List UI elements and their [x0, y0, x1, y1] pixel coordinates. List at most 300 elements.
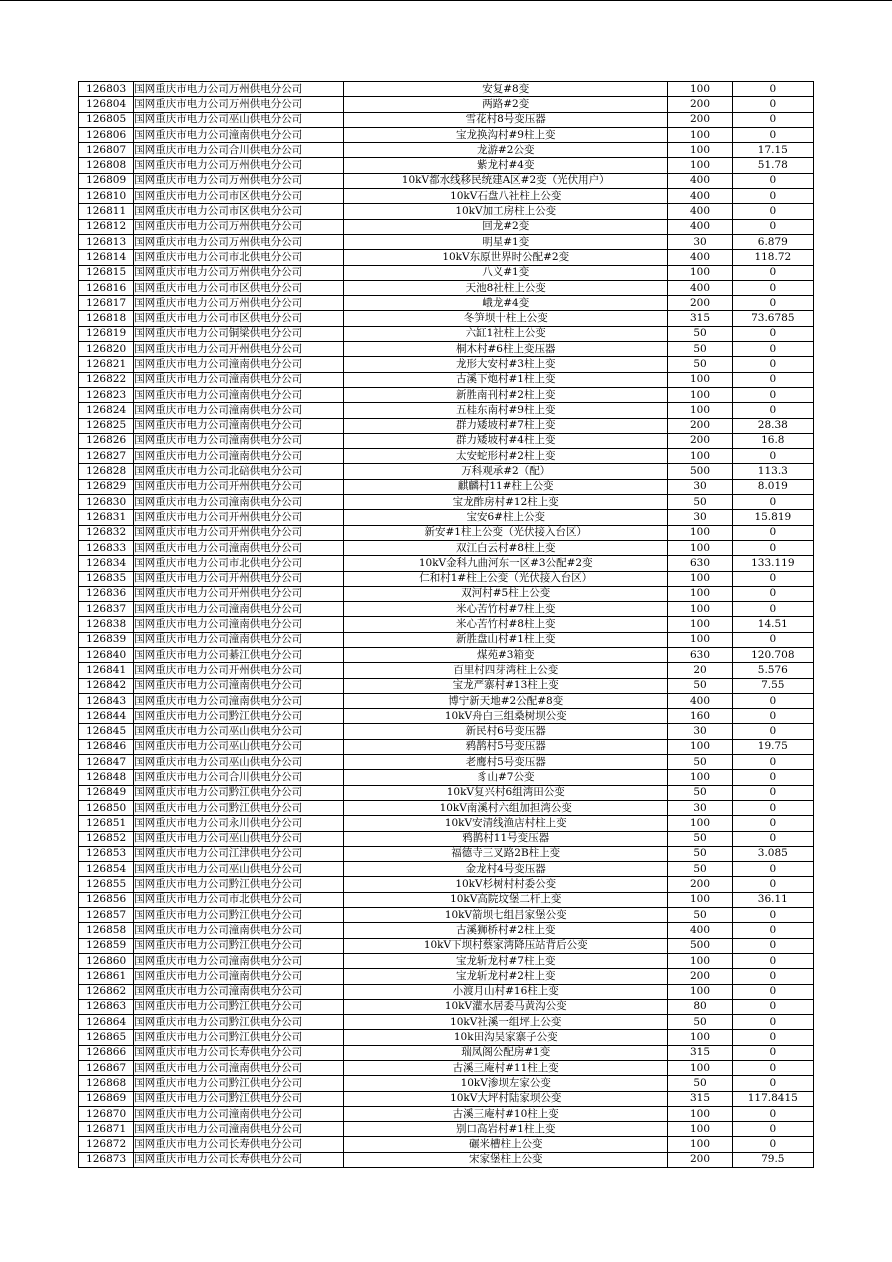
record-id-cell: 126834 — [79, 556, 134, 571]
transformer-name-cell: 10kV舟白三组桑树坝公变 — [344, 709, 668, 724]
transformer-name-cell: 宝安6#柱上公变 — [344, 510, 668, 525]
record-id-cell: 126814 — [79, 250, 134, 265]
value-cell: 73.6785 — [732, 311, 813, 326]
company-cell: 国网重庆市电力公司市区供电分公司 — [134, 280, 344, 295]
company-cell: 国网重庆市电力公司巫山供电分公司 — [134, 112, 344, 127]
company-cell: 国网重庆市电力公司潼南供电分公司 — [134, 923, 344, 938]
table-row — [79, 449, 814, 464]
value-cell: 5.576 — [732, 663, 813, 678]
company-cell: 国网重庆市电力公司开州供电分公司 — [134, 663, 344, 678]
company-cell: 国网重庆市电力公司万州供电分公司 — [134, 82, 344, 97]
company-cell: 国网重庆市电力公司潼南供电分公司 — [134, 678, 344, 693]
record-id-cell: 126817 — [79, 296, 134, 311]
transformer-name-cell: 新胜南刊村#2柱上变 — [344, 387, 668, 402]
capacity-cell: 315 — [668, 1045, 732, 1060]
transformer-name-cell: 六缸1社柱上公变 — [344, 326, 668, 341]
record-id-cell: 126846 — [79, 739, 134, 754]
capacity-cell: 50 — [668, 326, 732, 341]
transformer-name-cell: 八义#1变 — [344, 265, 668, 280]
company-cell: 国网重庆市电力公司巫山供电分公司 — [134, 724, 344, 739]
record-id-cell: 126859 — [79, 938, 134, 953]
company-cell: 国网重庆市电力公司黔江供电分公司 — [134, 938, 344, 953]
capacity-cell: 400 — [668, 923, 732, 938]
table-row — [79, 234, 814, 249]
value-cell: 0 — [732, 357, 813, 372]
value-cell: 0 — [732, 755, 813, 770]
record-id-cell: 126870 — [79, 1106, 134, 1121]
record-id-cell: 126843 — [79, 693, 134, 708]
table-row — [79, 586, 814, 601]
record-id-cell: 126835 — [79, 571, 134, 586]
company-cell: 国网重庆市电力公司潼南供电分公司 — [134, 372, 344, 387]
transformer-name-cell: 明星#1变 — [344, 234, 668, 249]
transformer-name-cell: 10kV金科九曲河东一区#3公配#2变 — [344, 556, 668, 571]
capacity-cell: 315 — [668, 311, 732, 326]
table-row — [79, 709, 814, 724]
company-cell: 国网重庆市电力公司江津供电分公司 — [134, 846, 344, 861]
table-row — [79, 739, 814, 754]
record-id-cell: 126830 — [79, 495, 134, 510]
record-id-cell: 126853 — [79, 846, 134, 861]
value-cell: 0 — [732, 189, 813, 204]
value-cell: 51.78 — [732, 158, 813, 173]
capacity-cell: 100 — [668, 586, 732, 601]
transformer-name-cell: 安复#8变 — [344, 82, 668, 97]
record-id-cell: 126841 — [79, 663, 134, 678]
capacity-cell: 50 — [668, 862, 732, 877]
capacity-cell: 400 — [668, 693, 732, 708]
capacity-cell: 100 — [668, 1122, 732, 1137]
transformer-name-cell: 10kV灌水居委马黄沟公变 — [344, 999, 668, 1014]
company-cell: 国网重庆市电力公司潼南供电分公司 — [134, 969, 344, 984]
value-cell: 6.879 — [732, 234, 813, 249]
value-cell: 0 — [732, 326, 813, 341]
value-cell: 0 — [732, 938, 813, 953]
transformer-name-cell: 10kV东原世界时公配#2变 — [344, 250, 668, 265]
capacity-cell: 160 — [668, 709, 732, 724]
table-row — [79, 1152, 814, 1167]
transformer-name-cell: 古溪下炮村#1柱上变 — [344, 372, 668, 387]
record-id-cell: 126823 — [79, 387, 134, 402]
value-cell: 14.51 — [732, 617, 813, 632]
record-id-cell: 126839 — [79, 632, 134, 647]
record-id-cell: 126842 — [79, 678, 134, 693]
value-cell: 0 — [732, 999, 813, 1014]
value-cell: 0 — [732, 908, 813, 923]
record-id-cell: 126871 — [79, 1122, 134, 1137]
company-cell: 国网重庆市电力公司万州供电分公司 — [134, 158, 344, 173]
company-cell: 国网重庆市电力公司潼南供电分公司 — [134, 418, 344, 433]
value-cell: 0 — [732, 953, 813, 968]
table-row — [79, 173, 814, 188]
value-cell: 0 — [732, 1045, 813, 1060]
company-cell: 国网重庆市电力公司长寿供电分公司 — [134, 1152, 344, 1167]
transformer-name-cell: 群力矮坡村#4柱上变 — [344, 433, 668, 448]
table-row — [79, 785, 814, 800]
capacity-cell: 50 — [668, 342, 732, 357]
value-cell: 0 — [732, 724, 813, 739]
company-cell: 国网重庆市电力公司巫山供电分公司 — [134, 755, 344, 770]
capacity-cell: 100 — [668, 403, 732, 418]
record-id-cell: 126815 — [79, 265, 134, 280]
record-id-cell: 126854 — [79, 862, 134, 877]
transformer-name-cell: 10kV高院坟堡二杆上变 — [344, 892, 668, 907]
company-cell: 国网重庆市电力公司黔江供电分公司 — [134, 877, 344, 892]
record-id-cell: 126803 — [79, 82, 134, 97]
company-cell: 国网重庆市电力公司市北供电分公司 — [134, 250, 344, 265]
transformer-name-cell: 10kV安清线渔店村柱上变 — [344, 816, 668, 831]
transformer-name-cell: 两路#2变 — [344, 97, 668, 112]
capacity-cell: 100 — [668, 372, 732, 387]
capacity-cell: 100 — [668, 892, 732, 907]
record-id-cell: 126873 — [79, 1152, 134, 1167]
table-row — [79, 127, 814, 142]
value-cell: 0 — [732, 342, 813, 357]
table-row — [79, 999, 814, 1014]
table-row — [79, 663, 814, 678]
value-cell: 0 — [732, 204, 813, 219]
table-row — [79, 938, 814, 953]
table-row — [79, 816, 814, 831]
capacity-cell: 100 — [668, 571, 732, 586]
table-row — [79, 311, 814, 326]
table-row — [79, 678, 814, 693]
table-row — [79, 1122, 814, 1137]
transformer-name-cell: 老鹰村5号变压器 — [344, 755, 668, 770]
capacity-cell: 630 — [668, 647, 732, 662]
record-id-cell: 126862 — [79, 984, 134, 999]
capacity-cell: 200 — [668, 433, 732, 448]
company-cell: 国网重庆市电力公司黔江供电分公司 — [134, 1091, 344, 1106]
transformer-name-cell: 鸦鹊村11号变压器 — [344, 831, 668, 846]
record-id-cell: 126866 — [79, 1045, 134, 1060]
table-row — [79, 953, 814, 968]
transformer-name-cell: 宝龙严寨村#13柱上变 — [344, 678, 668, 693]
table-body — [79, 82, 814, 1168]
value-cell: 0 — [732, 693, 813, 708]
record-id-cell: 126855 — [79, 877, 134, 892]
company-cell: 国网重庆市电力公司开州供电分公司 — [134, 525, 344, 540]
company-cell: 国网重庆市电力公司合川供电分公司 — [134, 770, 344, 785]
record-id-cell: 126818 — [79, 311, 134, 326]
value-cell: 0 — [732, 387, 813, 402]
record-id-cell: 126844 — [79, 709, 134, 724]
table-row — [79, 969, 814, 984]
company-cell: 国网重庆市电力公司潼南供电分公司 — [134, 693, 344, 708]
table-row — [79, 326, 814, 341]
record-id-cell: 126849 — [79, 785, 134, 800]
capacity-cell: 50 — [668, 495, 732, 510]
company-cell: 国网重庆市电力公司市区供电分公司 — [134, 204, 344, 219]
company-cell: 国网重庆市电力公司潼南供电分公司 — [134, 953, 344, 968]
table-row — [79, 1076, 814, 1091]
record-id-cell: 126861 — [79, 969, 134, 984]
value-cell: 0 — [732, 495, 813, 510]
company-cell: 国网重庆市电力公司市北供电分公司 — [134, 892, 344, 907]
value-cell: 17.15 — [732, 143, 813, 158]
company-cell: 国网重庆市电力公司万州供电分公司 — [134, 219, 344, 234]
table-row — [79, 403, 814, 418]
record-id-cell: 126869 — [79, 1091, 134, 1106]
company-cell: 国网重庆市电力公司巫山供电分公司 — [134, 862, 344, 877]
capacity-cell: 100 — [668, 525, 732, 540]
company-cell: 国网重庆市电力公司万州供电分公司 — [134, 234, 344, 249]
value-cell: 0 — [732, 984, 813, 999]
transformer-name-cell: 宋家堡柱上公变 — [344, 1152, 668, 1167]
transformer-name-cell: 10kV都水线移民统建A区#2变（光伏用户） — [344, 173, 668, 188]
table-row — [79, 770, 814, 785]
company-cell: 国网重庆市电力公司万州供电分公司 — [134, 265, 344, 280]
capacity-cell: 50 — [668, 1076, 732, 1091]
capacity-cell: 200 — [668, 418, 732, 433]
capacity-cell: 400 — [668, 219, 732, 234]
transformer-name-cell: 宝龙换沟村#9柱上变 — [344, 127, 668, 142]
table-row — [79, 571, 814, 586]
capacity-cell: 100 — [668, 953, 732, 968]
transformer-name-cell: 10kV社溪一组坪上公变 — [344, 1015, 668, 1030]
transformer-name-cell: 天池8社柱上公变 — [344, 280, 668, 295]
value-cell: 28.38 — [732, 418, 813, 433]
capacity-cell: 100 — [668, 387, 732, 402]
capacity-cell: 100 — [668, 739, 732, 754]
value-cell: 133.119 — [732, 556, 813, 571]
company-cell: 国网重庆市电力公司开州供电分公司 — [134, 586, 344, 601]
table-row — [79, 280, 814, 295]
record-id-cell: 126826 — [79, 433, 134, 448]
table-row — [79, 82, 814, 97]
table-row — [79, 556, 814, 571]
table-row — [79, 1137, 814, 1152]
record-id-cell: 126864 — [79, 1015, 134, 1030]
record-id-cell: 126812 — [79, 219, 134, 234]
value-cell: 0 — [732, 173, 813, 188]
table-row — [79, 602, 814, 617]
company-cell: 国网重庆市电力公司黔江供电分公司 — [134, 908, 344, 923]
company-cell: 国网重庆市电力公司开州供电分公司 — [134, 510, 344, 525]
table-row — [79, 800, 814, 815]
data-table — [78, 81, 814, 1168]
company-cell: 国网重庆市电力公司万州供电分公司 — [134, 97, 344, 112]
capacity-cell: 100 — [668, 1030, 732, 1045]
transformer-name-cell: 10kV渗坝左家公变 — [344, 1076, 668, 1091]
capacity-cell: 100 — [668, 143, 732, 158]
value-cell: 36.11 — [732, 892, 813, 907]
value-cell: 0 — [732, 602, 813, 617]
transformer-name-cell: 太安蛇形村#2柱上变 — [344, 449, 668, 464]
record-id-cell: 126805 — [79, 112, 134, 127]
company-cell: 国网重庆市电力公司万州供电分公司 — [134, 173, 344, 188]
capacity-cell: 500 — [668, 938, 732, 953]
capacity-cell: 200 — [668, 877, 732, 892]
company-cell: 国网重庆市电力公司巫山供电分公司 — [134, 739, 344, 754]
table-row — [79, 219, 814, 234]
transformer-name-cell: 宝龙斩龙村#7柱上变 — [344, 953, 668, 968]
value-cell: 0 — [732, 403, 813, 418]
table-row — [79, 540, 814, 555]
capacity-cell: 400 — [668, 250, 732, 265]
record-id-cell: 126857 — [79, 908, 134, 923]
capacity-cell: 400 — [668, 189, 732, 204]
table-row — [79, 112, 814, 127]
capacity-cell: 100 — [668, 449, 732, 464]
record-id-cell: 126810 — [79, 189, 134, 204]
value-cell: 0 — [732, 296, 813, 311]
capacity-cell: 200 — [668, 97, 732, 112]
capacity-cell: 50 — [668, 678, 732, 693]
capacity-cell: 100 — [668, 617, 732, 632]
record-id-cell: 126832 — [79, 525, 134, 540]
transformer-name-cell: 龙游#2公变 — [344, 143, 668, 158]
transformer-name-cell: 万科观承#2（配） — [344, 464, 668, 479]
capacity-cell: 30 — [668, 479, 732, 494]
capacity-cell: 100 — [668, 158, 732, 173]
company-cell: 国网重庆市电力公司永川供电分公司 — [134, 816, 344, 831]
record-id-cell: 126816 — [79, 280, 134, 295]
transformer-name-cell: 宝龙酢房村#12柱上变 — [344, 495, 668, 510]
capacity-cell: 30 — [668, 724, 732, 739]
transformer-name-cell: 新民村6号变压器 — [344, 724, 668, 739]
value-cell: 0 — [732, 540, 813, 555]
company-cell: 国网重庆市电力公司潼南供电分公司 — [134, 602, 344, 617]
value-cell: 117.8415 — [732, 1091, 813, 1106]
value-cell: 3.085 — [732, 846, 813, 861]
transformer-name-cell: 新安#1柱上公变（光伏接入台区） — [344, 525, 668, 540]
company-cell: 国网重庆市电力公司开州供电分公司 — [134, 479, 344, 494]
table-row — [79, 862, 814, 877]
record-id-cell: 126821 — [79, 357, 134, 372]
transformer-name-cell: 瑞凤阁公配房#1变 — [344, 1045, 668, 1060]
record-id-cell: 126845 — [79, 724, 134, 739]
transformer-name-cell: 古溪三庵村#10柱上变 — [344, 1106, 668, 1121]
record-id-cell: 126860 — [79, 953, 134, 968]
capacity-cell: 30 — [668, 234, 732, 249]
record-id-cell: 126851 — [79, 816, 134, 831]
record-id-cell: 126808 — [79, 158, 134, 173]
table-row — [79, 877, 814, 892]
company-cell: 国网重庆市电力公司潼南供电分公司 — [134, 403, 344, 418]
value-cell: 0 — [732, 82, 813, 97]
record-id-cell: 126809 — [79, 173, 134, 188]
capacity-cell: 80 — [668, 999, 732, 1014]
transformer-name-cell: 金龙村4号变压器 — [344, 862, 668, 877]
company-cell: 国网重庆市电力公司潼南供电分公司 — [134, 1106, 344, 1121]
value-cell: 8.019 — [732, 479, 813, 494]
company-cell: 国网重庆市电力公司潼南供电分公司 — [134, 540, 344, 555]
table-row — [79, 846, 814, 861]
capacity-cell: 100 — [668, 770, 732, 785]
transformer-name-cell: 10kV下坝村蔡家湾降压站背后公变 — [344, 938, 668, 953]
value-cell: 15.819 — [732, 510, 813, 525]
record-id-cell: 126829 — [79, 479, 134, 494]
company-cell: 国网重庆市电力公司合川供电分公司 — [134, 143, 344, 158]
table-row — [79, 984, 814, 999]
table-row — [79, 632, 814, 647]
record-id-cell: 126858 — [79, 923, 134, 938]
capacity-cell: 100 — [668, 540, 732, 555]
transformer-name-cell: 龙形大安村#3柱上变 — [344, 357, 668, 372]
transformer-name-cell: 米心苦竹村#8柱上变 — [344, 617, 668, 632]
value-cell: 0 — [732, 1076, 813, 1091]
record-id-cell: 126828 — [79, 464, 134, 479]
table-row — [79, 1015, 814, 1030]
capacity-cell: 100 — [668, 1137, 732, 1152]
value-cell: 120.708 — [732, 647, 813, 662]
record-id-cell: 126807 — [79, 143, 134, 158]
company-cell: 国网重庆市电力公司黔江供电分公司 — [134, 999, 344, 1014]
capacity-cell: 50 — [668, 1015, 732, 1030]
transformer-name-cell: 回龙#2变 — [344, 219, 668, 234]
transformer-name-cell: 碾米槽柱上公变 — [344, 1137, 668, 1152]
company-cell: 国网重庆市电力公司黔江供电分公司 — [134, 800, 344, 815]
value-cell: 0 — [732, 770, 813, 785]
record-id-cell: 126856 — [79, 892, 134, 907]
company-cell: 国网重庆市电力公司开州供电分公司 — [134, 342, 344, 357]
capacity-cell: 400 — [668, 280, 732, 295]
value-cell: 0 — [732, 1061, 813, 1076]
record-id-cell: 126840 — [79, 647, 134, 662]
table-row — [79, 1106, 814, 1121]
record-id-cell: 126837 — [79, 602, 134, 617]
value-cell: 113.3 — [732, 464, 813, 479]
record-id-cell: 126811 — [79, 204, 134, 219]
capacity-cell: 50 — [668, 908, 732, 923]
table-row — [79, 158, 814, 173]
value-cell: 0 — [732, 709, 813, 724]
transformer-name-cell: 10kV复兴村6组湾田公变 — [344, 785, 668, 800]
table-row — [79, 617, 814, 632]
company-cell: 国网重庆市电力公司潼南供电分公司 — [134, 387, 344, 402]
table-row — [79, 250, 814, 265]
transformer-name-cell: 双河村#5柱上公变 — [344, 586, 668, 601]
table-row — [79, 418, 814, 433]
transformer-name-cell: 冬笋坝十柱上公变 — [344, 311, 668, 326]
value-cell: 0 — [732, 632, 813, 647]
company-cell: 国网重庆市电力公司綦江供电分公司 — [134, 647, 344, 662]
capacity-cell: 50 — [668, 846, 732, 861]
company-cell: 国网重庆市电力公司市北供电分公司 — [134, 556, 344, 571]
record-id-cell: 126804 — [79, 97, 134, 112]
capacity-cell: 500 — [668, 464, 732, 479]
transformer-name-cell: 福德寺三叉路2B柱上变 — [344, 846, 668, 861]
table-row — [79, 143, 814, 158]
record-id-cell: 126865 — [79, 1030, 134, 1045]
value-cell: 0 — [732, 1122, 813, 1137]
record-id-cell: 126868 — [79, 1076, 134, 1091]
transformer-name-cell: 豸山#7公变 — [344, 770, 668, 785]
value-cell: 79.5 — [732, 1152, 813, 1167]
capacity-cell: 315 — [668, 1091, 732, 1106]
company-cell: 国网重庆市电力公司万州供电分公司 — [134, 296, 344, 311]
company-cell: 国网重庆市电力公司黔江供电分公司 — [134, 1015, 344, 1030]
capacity-cell: 100 — [668, 127, 732, 142]
table-row — [79, 647, 814, 662]
capacity-cell: 200 — [668, 1152, 732, 1167]
capacity-cell: 630 — [668, 556, 732, 571]
capacity-cell: 100 — [668, 632, 732, 647]
capacity-cell: 30 — [668, 510, 732, 525]
record-id-cell: 126838 — [79, 617, 134, 632]
table-row — [79, 387, 814, 402]
record-id-cell: 126825 — [79, 418, 134, 433]
capacity-cell: 50 — [668, 755, 732, 770]
company-cell: 国网重庆市电力公司长寿供电分公司 — [134, 1137, 344, 1152]
capacity-cell: 200 — [668, 969, 732, 984]
capacity-cell: 100 — [668, 816, 732, 831]
table-row — [79, 433, 814, 448]
record-id-cell: 126806 — [79, 127, 134, 142]
company-cell: 国网重庆市电力公司市区供电分公司 — [134, 189, 344, 204]
company-cell: 国网重庆市电力公司黔江供电分公司 — [134, 1076, 344, 1091]
